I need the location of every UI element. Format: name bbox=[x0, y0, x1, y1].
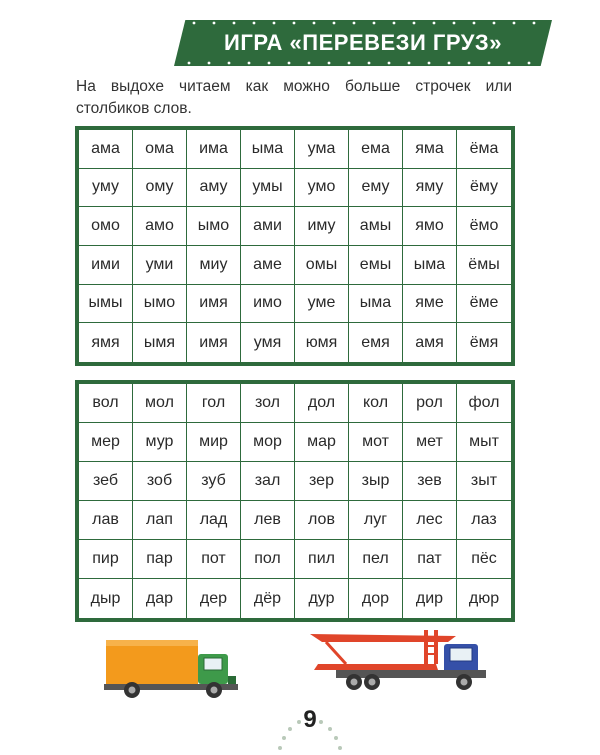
grid-word-cell: омы bbox=[295, 246, 349, 285]
car-carrier-truck-icon bbox=[306, 626, 492, 700]
grid-word-cell: зыр bbox=[349, 462, 403, 501]
grid-word-cell: мор bbox=[241, 423, 295, 462]
grid-word-cell: гол bbox=[187, 384, 241, 423]
grid-word-cell: умы bbox=[241, 169, 295, 208]
grid-word-cell: ёмо bbox=[457, 207, 511, 246]
grid-word-cell: лаз bbox=[457, 501, 511, 540]
grid-word-cell: аме bbox=[241, 246, 295, 285]
grid-word-cell: рол bbox=[403, 384, 457, 423]
grid-word-cell: мет bbox=[403, 423, 457, 462]
grid-word-cell: пол bbox=[241, 540, 295, 579]
grid-word-cell: зал bbox=[241, 462, 295, 501]
grid-word-cell: иму bbox=[295, 207, 349, 246]
grid-word-cell: зоб bbox=[133, 462, 187, 501]
grid-word-cell: мур bbox=[133, 423, 187, 462]
grid-word-cell: лов bbox=[295, 501, 349, 540]
grid-word-cell: емя bbox=[349, 323, 403, 362]
grid-word-cell: ямо bbox=[403, 207, 457, 246]
grid-word-cell: дёр bbox=[241, 579, 295, 618]
grid-word-cell: ыма bbox=[349, 285, 403, 324]
grid-word-cell: имя bbox=[187, 323, 241, 362]
grid-word-cell: аму bbox=[187, 169, 241, 208]
grid-word-cell: имо bbox=[241, 285, 295, 324]
grid-word-cell: яму bbox=[403, 169, 457, 208]
grid-word-cell: пил bbox=[295, 540, 349, 579]
grid-word-cell: дур bbox=[295, 579, 349, 618]
box-truck-icon bbox=[104, 636, 244, 700]
grid-word-cell: дар bbox=[133, 579, 187, 618]
grid-word-cell: ямя bbox=[79, 323, 133, 362]
grid-word-cell: ымо bbox=[133, 285, 187, 324]
grid-word-cell: ума bbox=[295, 130, 349, 169]
grid-word-cell: омо bbox=[79, 207, 133, 246]
instruction-text: На выдохе читаем как можно больше строчек или столбиков слов. bbox=[76, 78, 512, 117]
grid-word-cell: мар bbox=[295, 423, 349, 462]
word-grid-2 bbox=[75, 380, 515, 622]
grid-word-cell: миу bbox=[187, 246, 241, 285]
grid-word-cell: дир bbox=[403, 579, 457, 618]
grid-word-cell: кол bbox=[349, 384, 403, 423]
page-title: ИГРА «ПЕРЕВЕЗИ ГРУЗ» bbox=[224, 30, 502, 55]
grid-word-cell: ёмы bbox=[457, 246, 511, 285]
grid-word-cell: ымя bbox=[133, 323, 187, 362]
grid-word-cell: ома bbox=[133, 130, 187, 169]
grid-word-cell: фол bbox=[457, 384, 511, 423]
grid-word-cell: ема bbox=[349, 130, 403, 169]
grid-word-cell: дыр bbox=[79, 579, 133, 618]
grid-word-cell: амы bbox=[349, 207, 403, 246]
word-grid-1 bbox=[75, 126, 515, 366]
grid-word-cell: амо bbox=[133, 207, 187, 246]
grid-word-cell: зеб bbox=[79, 462, 133, 501]
grid-word-cell: ыма bbox=[241, 130, 295, 169]
grid-word-cell: юмя bbox=[295, 323, 349, 362]
grid-word-cell: лад bbox=[187, 501, 241, 540]
grid-word-cell: имя bbox=[187, 285, 241, 324]
grid-word-cell: амя bbox=[403, 323, 457, 362]
grid-word-cell: има bbox=[187, 130, 241, 169]
grid-word-cell: ему bbox=[349, 169, 403, 208]
grid-word-cell: зыт bbox=[457, 462, 511, 501]
grid-word-cell: лес bbox=[403, 501, 457, 540]
grid-word-cell: ама bbox=[79, 130, 133, 169]
grid-word-cell: зев bbox=[403, 462, 457, 501]
grid-word-cell: ами bbox=[241, 207, 295, 246]
grid-word-cell: пел bbox=[349, 540, 403, 579]
grid-word-cell: яме bbox=[403, 285, 457, 324]
grid-word-cell: дор bbox=[349, 579, 403, 618]
grid-word-cell: ёму bbox=[457, 169, 511, 208]
grid-word-cell: вол bbox=[79, 384, 133, 423]
grid-word-cell: ёмя bbox=[469, 333, 499, 351]
grid-word-cell: мер bbox=[79, 423, 133, 462]
grid-word-cell: пар bbox=[133, 540, 187, 579]
grid-word-cell: ому bbox=[133, 169, 187, 208]
grid-word-cell: ими bbox=[79, 246, 133, 285]
grid-word-cell: мир bbox=[187, 423, 241, 462]
grid-word-cell: уми bbox=[133, 246, 187, 285]
grid-word-cell: уме bbox=[295, 285, 349, 324]
grid-word-cell: зер bbox=[295, 462, 349, 501]
grid-word-cell: зол bbox=[241, 384, 295, 423]
grid-word-cell: пир bbox=[79, 540, 133, 579]
grid-word-cell: мыт bbox=[457, 423, 511, 462]
grid-word-cell: умя bbox=[241, 323, 295, 362]
grid-word-cell: зуб bbox=[187, 462, 241, 501]
page-number: 9 bbox=[303, 706, 317, 733]
grid-word-cell: дюр bbox=[468, 589, 500, 607]
grid-word-cell: лап bbox=[133, 501, 187, 540]
grid-word-cell: мот bbox=[349, 423, 403, 462]
grid-word-cell: ыма bbox=[403, 246, 457, 285]
grid-word-cell: ымо bbox=[187, 207, 241, 246]
grid-word-cell: емы bbox=[349, 246, 403, 285]
grid-word-cell: пат bbox=[403, 540, 457, 579]
grid-word-cell: уму bbox=[79, 169, 133, 208]
grid-word-cell: мол bbox=[133, 384, 187, 423]
grid-word-cell: ёма bbox=[457, 130, 511, 169]
grid-word-cell: пот bbox=[187, 540, 241, 579]
grid-word-cell: яма bbox=[403, 130, 457, 169]
grid-word-cell: ёме bbox=[457, 285, 511, 324]
grid-word-cell: дол bbox=[295, 384, 349, 423]
page-number-badge bbox=[268, 700, 352, 750]
grid-word-cell: лев bbox=[241, 501, 295, 540]
grid-word-cell: луг bbox=[349, 501, 403, 540]
grid-word-cell: умо bbox=[295, 169, 349, 208]
grid-word-cell: дер bbox=[187, 579, 241, 618]
grid-word-cell: пёс bbox=[457, 540, 511, 579]
grid-word-cell: ымы bbox=[79, 285, 133, 324]
grid-word-cell: лав bbox=[79, 501, 133, 540]
